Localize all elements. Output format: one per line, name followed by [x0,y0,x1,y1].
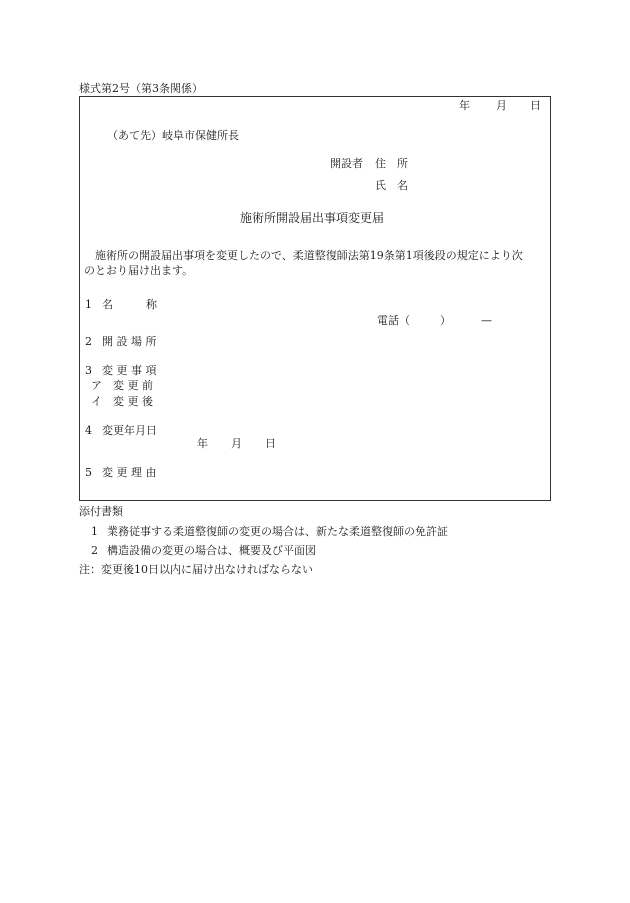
body-line-2: のとおり届け出ます。 [84,264,194,277]
document-title: 施術所開設届出事項変更届 [240,211,385,225]
addressee: （あて先）岐阜市保健所長 [107,129,239,142]
phone-label: 電話（ [377,314,410,327]
change-date-year: 年 [197,437,208,450]
change-date-month: 月 [231,437,242,450]
applicant-label: 開設者 [330,157,363,170]
attachment-2-text: 構造設備の変更の場合は、概要及び平面図 [107,544,316,557]
item-5-number: 5 [85,466,92,479]
item-1-label: 名 称 [102,298,157,311]
item-3-number: 3 [85,364,92,377]
applicant-name-label: 氏 名 [375,179,408,192]
attachment-2-number: 2 [91,544,98,557]
phone-dash: — [481,314,492,327]
body-line-1: 施術所の開設届出事項を変更したので、柔道整復師法第19条第1項後段の規定により次 [95,249,523,262]
item-3-before: ア 変 更 前 [91,379,153,392]
change-date-day: 日 [265,437,276,450]
item-2-number: 2 [85,335,92,348]
form-number: 様式第2号（第3条関係） [79,82,203,95]
item-3-after: イ 変 更 後 [91,395,153,408]
item-5-label: 変 更 理 由 [102,466,157,479]
date-month-label: 月 [496,99,507,112]
attachment-1-number: 1 [91,525,98,538]
attachment-1-text: 業務従事する柔道整復師の変更の場合は、新たな柔道整復師の免許証 [107,525,448,538]
item-2-label: 開 設 場 所 [102,335,157,348]
item-4-number: 4 [85,424,92,437]
phone-paren-close: ） [440,314,451,327]
note: 注：変更後10日以内に届け出なければならない [79,563,313,576]
attachments-heading: 添付書類 [79,505,123,518]
item-4-label: 変更年月日 [102,424,157,437]
item-1-number: 1 [85,298,92,311]
item-3-label: 変 更 事 項 [102,364,157,377]
date-day-label: 日 [530,99,541,112]
date-year-label: 年 [459,99,470,112]
applicant-address-label: 住 所 [375,157,408,170]
